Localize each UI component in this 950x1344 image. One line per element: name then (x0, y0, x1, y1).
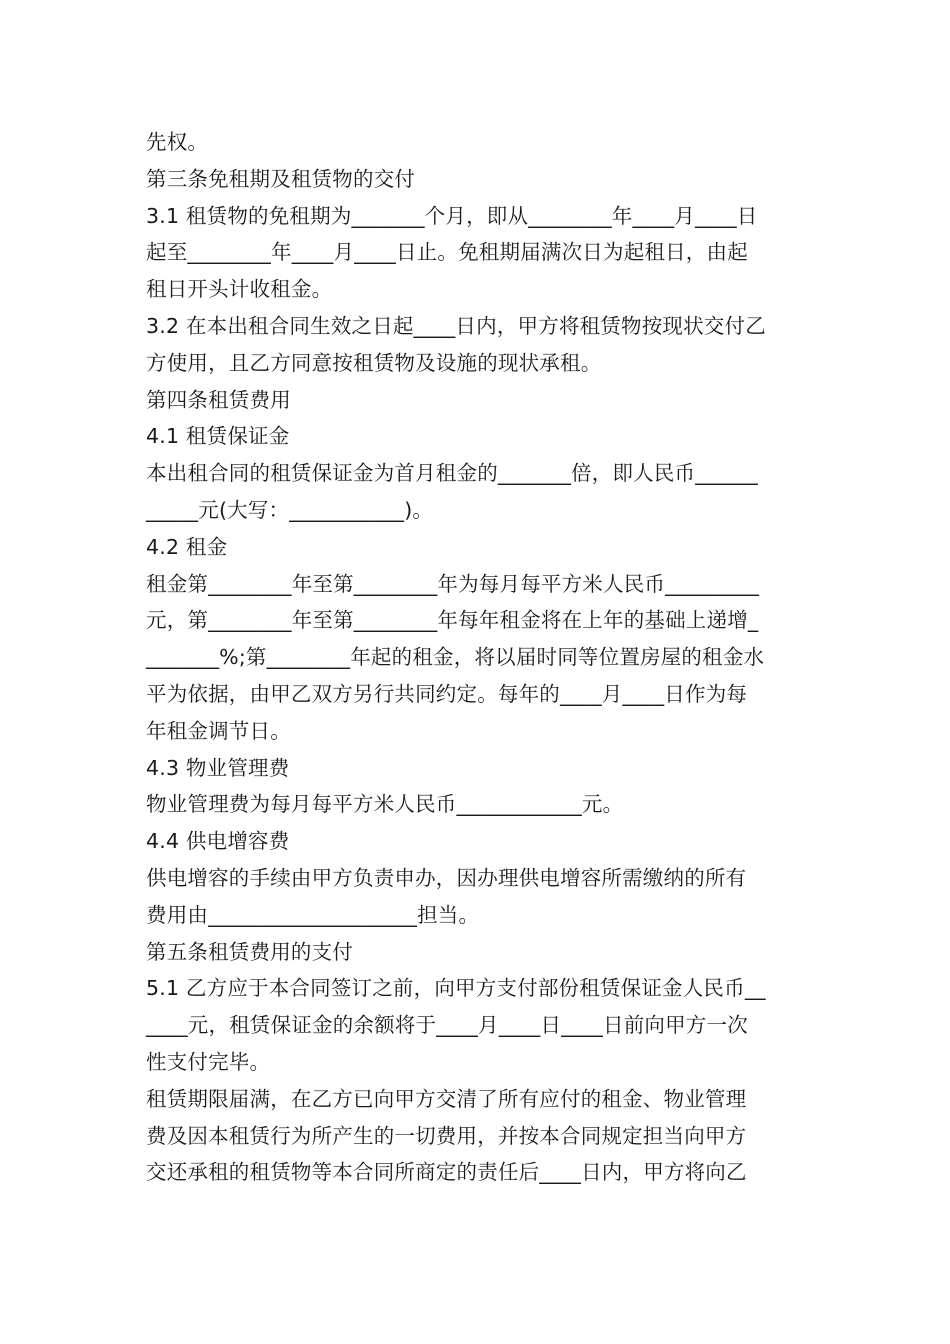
text-line: 方使用，且乙方同意按租赁物及设施的现状承租。 (146, 350, 602, 375)
subsection-heading: 4.4 供电增容费 (146, 829, 290, 854)
section-heading: 第五条租赁费用的支付 (146, 939, 353, 964)
text-line: 起至________年____月____日止。免租期届满次日为起租日，由起 (146, 240, 748, 265)
text-line: 5.1 乙方应于本合同签订之前，向甲方支付部份租赁保证金人民币__ (146, 976, 766, 1001)
text-line: 3.2 在本出租合同生效之日起____日内，甲方将租赁物按现状交付乙 (146, 313, 766, 338)
text-line: 先权。 (146, 130, 209, 154)
text-line: 性支付完毕。 (146, 1049, 271, 1074)
text-line: 3.1 租赁物的免租期为_______个月，即从________年____月____日 (146, 203, 758, 228)
section-heading: 第四条租赁费用 (146, 387, 291, 412)
text-line: 租赁期限届满，在乙方已向甲方交清了所有应付的租金、物业管理 (146, 1086, 747, 1111)
text-line: ____元，租赁保证金的余额将于____月____日____日前向甲方一次 (146, 1013, 748, 1038)
text-line: 交还承租的租赁物等本合同所商定的责任后____日内，甲方将向乙 (146, 1160, 747, 1185)
subsection-heading: 4.1 租赁保证金 (146, 424, 290, 449)
text-line: 费及因本租赁行为所产生的一切费用，并按本合同规定担当向甲方 (146, 1123, 747, 1148)
text-line: 年租金调节日。 (146, 718, 291, 743)
text-line: _______%;第________年起的租金，将以届时同等位置房屋的租金水 (146, 645, 765, 670)
text-line: 供电增容的手续由甲方负责申办，因办理供电增容所需缴纳的所有 (146, 865, 747, 890)
text-line: 平为依据，由甲乙双方另行共同约定。每年的____月____日作为每 (146, 681, 748, 706)
section-heading: 第三条免租期及租赁物的交付 (146, 166, 416, 191)
text-line: 本出租合同的租赁保证金为首月租金的_______倍，即人民币______ (146, 461, 758, 486)
text-line: 租日开头计收租金。 (146, 277, 333, 302)
text-line: 物业管理费为每月每平方米人民币____________元。 (146, 792, 624, 817)
subsection-heading: 4.3 物业管理费 (146, 755, 290, 780)
text-line: 费用由____________________担当。 (146, 902, 480, 927)
subsection-heading: 4.2 租金 (146, 534, 228, 559)
text-line: _____元(大写：___________)。 (146, 497, 434, 522)
text-line: 租金第________年至第________年为每月每平方米人民币_________ (146, 571, 760, 596)
text-line: 元，第________年至第________年每年租金将在上年的基础上递增_ (146, 608, 759, 633)
